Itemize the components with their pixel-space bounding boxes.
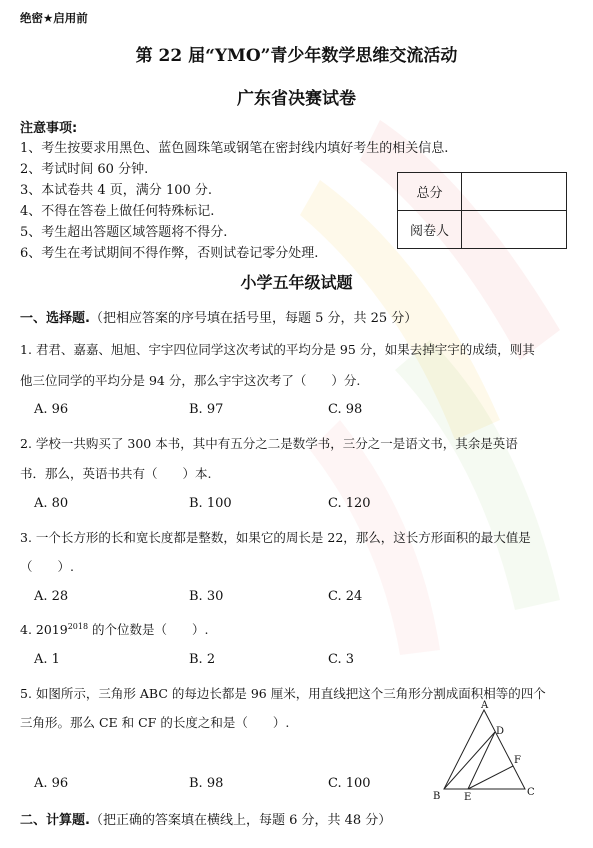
section2-heading: 二、计算题. [20, 813, 90, 828]
q4-exponent: 2018 [67, 621, 89, 631]
q5-option-a[interactable]: A. 96 [34, 776, 69, 791]
q3-option-c[interactable]: C. 24 [328, 589, 363, 604]
notice-item: 1、考生按要求用黑色、蓝色圆珠笔或钢笔在密封线内填好考生的相关信息. [20, 141, 449, 156]
score-row-grader [398, 211, 567, 249]
q1-option-a[interactable]: A. 96 [34, 402, 69, 417]
question-5-line1: 5. 如图所示，三角形 ABC 的每边长都是 96 厘米，用直线把这个三角形分割成面积相等的四个 [20, 686, 546, 701]
q3-option-a[interactable]: A. 28 [34, 589, 69, 604]
q5-option-c[interactable]: C. 100 [328, 776, 371, 791]
q4-text-pre: 4. 2019 [20, 622, 68, 637]
q4-option-b[interactable]: B. 2 [189, 652, 216, 667]
q5-option-b[interactable]: B. 98 [189, 776, 224, 791]
question-5-line2: 三角形。那么 CE 和 CF 的长度之和是（ ）. [20, 715, 290, 730]
grader-value-field[interactable] [462, 211, 567, 249]
label-a: A [481, 700, 489, 711]
score-row-total [398, 173, 567, 211]
q3-option-b[interactable]: B. 30 [189, 589, 224, 604]
label-e: E [464, 792, 472, 803]
question-4-line1 [20, 620, 209, 638]
label-d: D [496, 726, 505, 737]
label-c: C [527, 787, 535, 798]
notice-item: 5、考生超出答题区域答题将不得分. [20, 225, 228, 240]
segment-bd [444, 732, 495, 789]
notice-heading: 注意事项: [20, 121, 78, 136]
exam-subtitle: 广东省决赛试卷 [237, 89, 356, 109]
section2-header [20, 809, 391, 828]
q2-option-b[interactable]: B. 100 [189, 496, 232, 511]
section1-note: （把相应答案的序号填在括号里，每题 5 分，共 25 分） [89, 311, 418, 326]
triangle-figure [425, 700, 545, 804]
score-value-field[interactable] [462, 173, 567, 211]
segment-de [468, 732, 495, 789]
notice-item: 6、考生在考试期间不得作弊，否则试卷记零分处理. [20, 246, 319, 261]
q1-option-b[interactable]: B. 97 [189, 402, 224, 417]
question-3-line1: 3. 一个长方形的长和宽长度都是整数，如果它的周长是 22，那么，这长方形面积的最大值是 [20, 530, 531, 545]
exam-title: 第 22 届“YMO”青少年数学思维交流活动 [135, 46, 458, 66]
q1-option-c[interactable]: C. 98 [328, 402, 363, 417]
question-1-line1: 1. 君君、嘉嘉、旭旭、宇宇四位同学这次考试的平均分是 95 分，如果去掉宇宇的成绩，则其 [20, 342, 535, 357]
section1-header [20, 307, 417, 326]
question-2-line1: 2. 学校一共购买了 300 本书，其中有五分之二是数学书，三分之一是语文书，其余是英语 [20, 436, 518, 451]
label-f: F [514, 755, 521, 766]
question-2-line2: 书．那么，英语书共有（ ）本. [20, 466, 212, 481]
q2-option-a[interactable]: A. 80 [34, 496, 69, 511]
notice-item: 3、本试卷共 4 页，满分 100 分. [20, 183, 213, 198]
triangle-abc [444, 710, 525, 789]
segment-ef [468, 766, 513, 789]
q4-option-a[interactable]: A. 1 [34, 652, 60, 667]
section1-heading: 一、选择题. [20, 311, 90, 326]
notice-item: 4、不得在答卷上做任何特殊标记. [20, 204, 215, 219]
grader-label: 阅卷人 [398, 211, 462, 249]
q4-option-c[interactable]: C. 3 [328, 652, 355, 667]
question-1-line2: 他三位同学的平均分是 94 分，那么宇宇这次考了（ ）分. [20, 373, 361, 388]
score-label: 总分 [398, 173, 462, 211]
label-b: B [433, 791, 441, 802]
score-table [397, 172, 567, 249]
q4-text-post: 的个位数是（ ）. [88, 622, 209, 637]
confidential-label: 绝密★启用前 [20, 11, 88, 25]
section2-note: （把正确的答案填在横线上，每题 6 分，共 48 分） [89, 813, 392, 828]
question-3-line2: （ ）. [20, 559, 74, 574]
grade-title: 小学五年级试题 [240, 273, 353, 292]
q2-option-c[interactable]: C. 120 [328, 496, 371, 511]
notice-item: 2、考试时间 60 分钟. [20, 162, 149, 177]
